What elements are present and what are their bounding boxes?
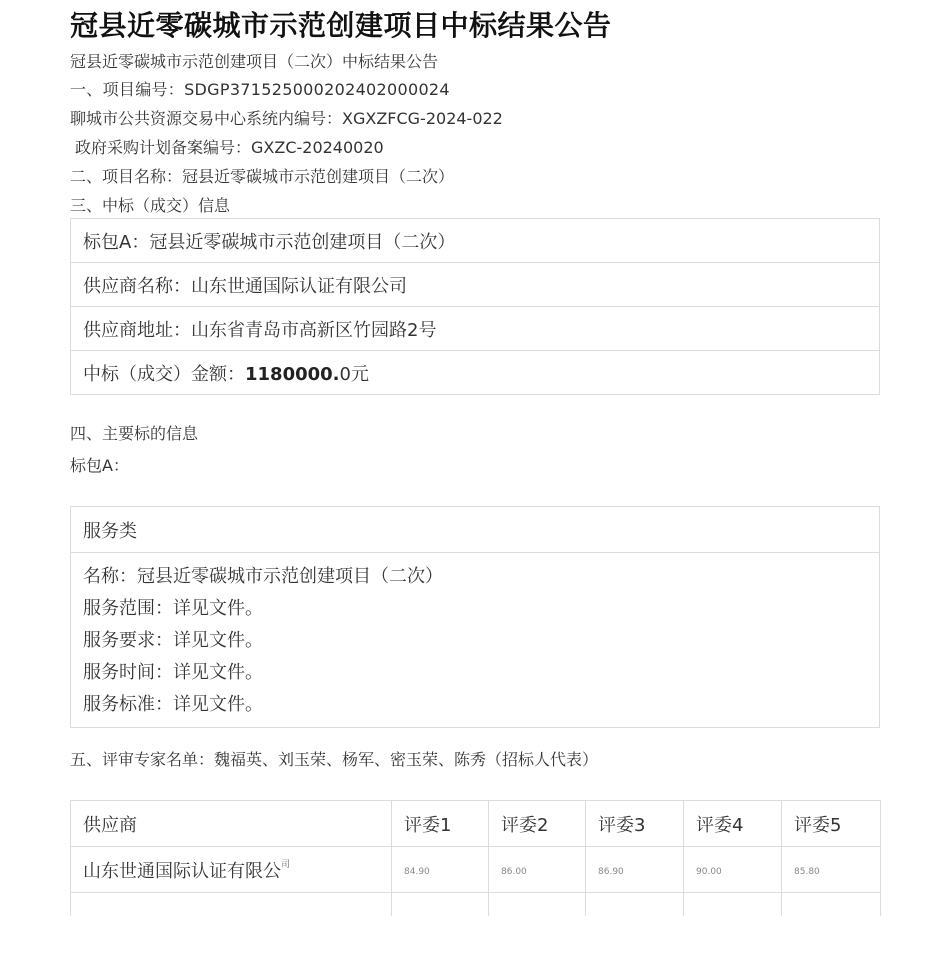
service-table xyxy=(70,506,880,728)
subtitle: 冠县近零碳城市示范创建项目（二次）中标结果公告 xyxy=(70,52,439,71)
section-4-heading: 四、主要标的信息 xyxy=(70,424,199,443)
header-judge-5: 评委5 xyxy=(782,801,881,847)
address-value: 山东省青岛市高新区竹园路2号 xyxy=(191,319,437,341)
header-supplier: 供应商 xyxy=(71,801,392,847)
service-req-label: 服务要求： xyxy=(83,630,173,651)
service-name-label: 名称： xyxy=(83,566,137,587)
bid-info-table xyxy=(70,218,880,395)
lot-a-label: 标包A： xyxy=(70,456,129,475)
bid-lot-row xyxy=(71,219,880,263)
scores-row xyxy=(71,847,881,893)
score-supplier-name: 山东世通国际认证有限公 xyxy=(83,860,281,882)
score-judge-5: 85.80 xyxy=(782,847,881,893)
score-supplier xyxy=(71,847,392,893)
amount-label: 中标（成交）金额： xyxy=(83,363,245,385)
amount-value-rest: 0元 xyxy=(339,363,369,385)
plan-number: 政府采购计划备案编号：GXZC-20240020 xyxy=(75,138,384,157)
service-time-value: 详见文件。 xyxy=(173,662,263,683)
header-judge-2: 评委2 xyxy=(489,801,586,847)
section-3-heading: 三、中标（成交）信息 xyxy=(70,196,231,215)
service-name-value: 冠县近零碳城市示范创建项目（二次） xyxy=(137,566,443,587)
service-scope-value: 详见文件。 xyxy=(173,598,263,619)
service-requirement xyxy=(83,625,867,657)
score-supplier-trunc: 司 xyxy=(281,859,291,870)
service-req-value: 详见文件。 xyxy=(173,630,263,651)
address-label: 供应商地址： xyxy=(83,319,191,341)
supplier-value: 山东世通国际认证有限公司 xyxy=(191,275,407,297)
scores-header-row xyxy=(71,801,881,847)
service-standard xyxy=(83,689,867,721)
project-number: 一、项目编号：SDGP371525000202402000024 xyxy=(70,80,450,99)
service-std-value: 详见文件。 xyxy=(173,694,263,715)
center-number: 聊城市公共资源交易中心系统内编号：XGXZFCG-2024-022 xyxy=(70,109,503,128)
score-judge-2: 86.00 xyxy=(489,847,586,893)
section-5-experts: 五、评审专家名单：魏福英、刘玉荣、杨军、密玉荣、陈秀（招标人代表） xyxy=(70,750,599,769)
lot-label: 标包A： xyxy=(83,231,150,253)
project-name: 二、项目名称：冠县近零碳城市示范创建项目（二次） xyxy=(70,167,455,186)
bid-amount-row xyxy=(71,351,880,395)
score-judge-3: 86.90 xyxy=(586,847,684,893)
service-scope xyxy=(83,593,867,625)
score-judge-1: 84.90 xyxy=(392,847,489,893)
supplier-label: 供应商名称： xyxy=(83,275,191,297)
service-scope-label: 服务范围： xyxy=(83,598,173,619)
service-header: 服务类 xyxy=(71,507,880,553)
service-header-row xyxy=(71,507,880,553)
score-judge-4: 90.00 xyxy=(684,847,782,893)
header-judge-4: 评委4 xyxy=(684,801,782,847)
amount-value-bold: 1180000. xyxy=(245,363,340,385)
service-name xyxy=(83,561,867,593)
service-time-label: 服务时间： xyxy=(83,662,173,683)
page-bottom-mask xyxy=(0,916,950,964)
header-judge-1: 评委1 xyxy=(392,801,489,847)
bid-supplier-row xyxy=(71,263,880,307)
bid-address-row xyxy=(71,307,880,351)
lot-value: 冠县近零碳城市示范创建项目（二次） xyxy=(149,231,456,253)
service-body-row xyxy=(71,553,880,728)
page-title: 冠县近零碳城市示范创建项目中标结果公告 xyxy=(70,9,612,42)
service-time xyxy=(83,657,867,689)
service-std-label: 服务标准： xyxy=(83,694,173,715)
header-judge-3: 评委3 xyxy=(586,801,684,847)
